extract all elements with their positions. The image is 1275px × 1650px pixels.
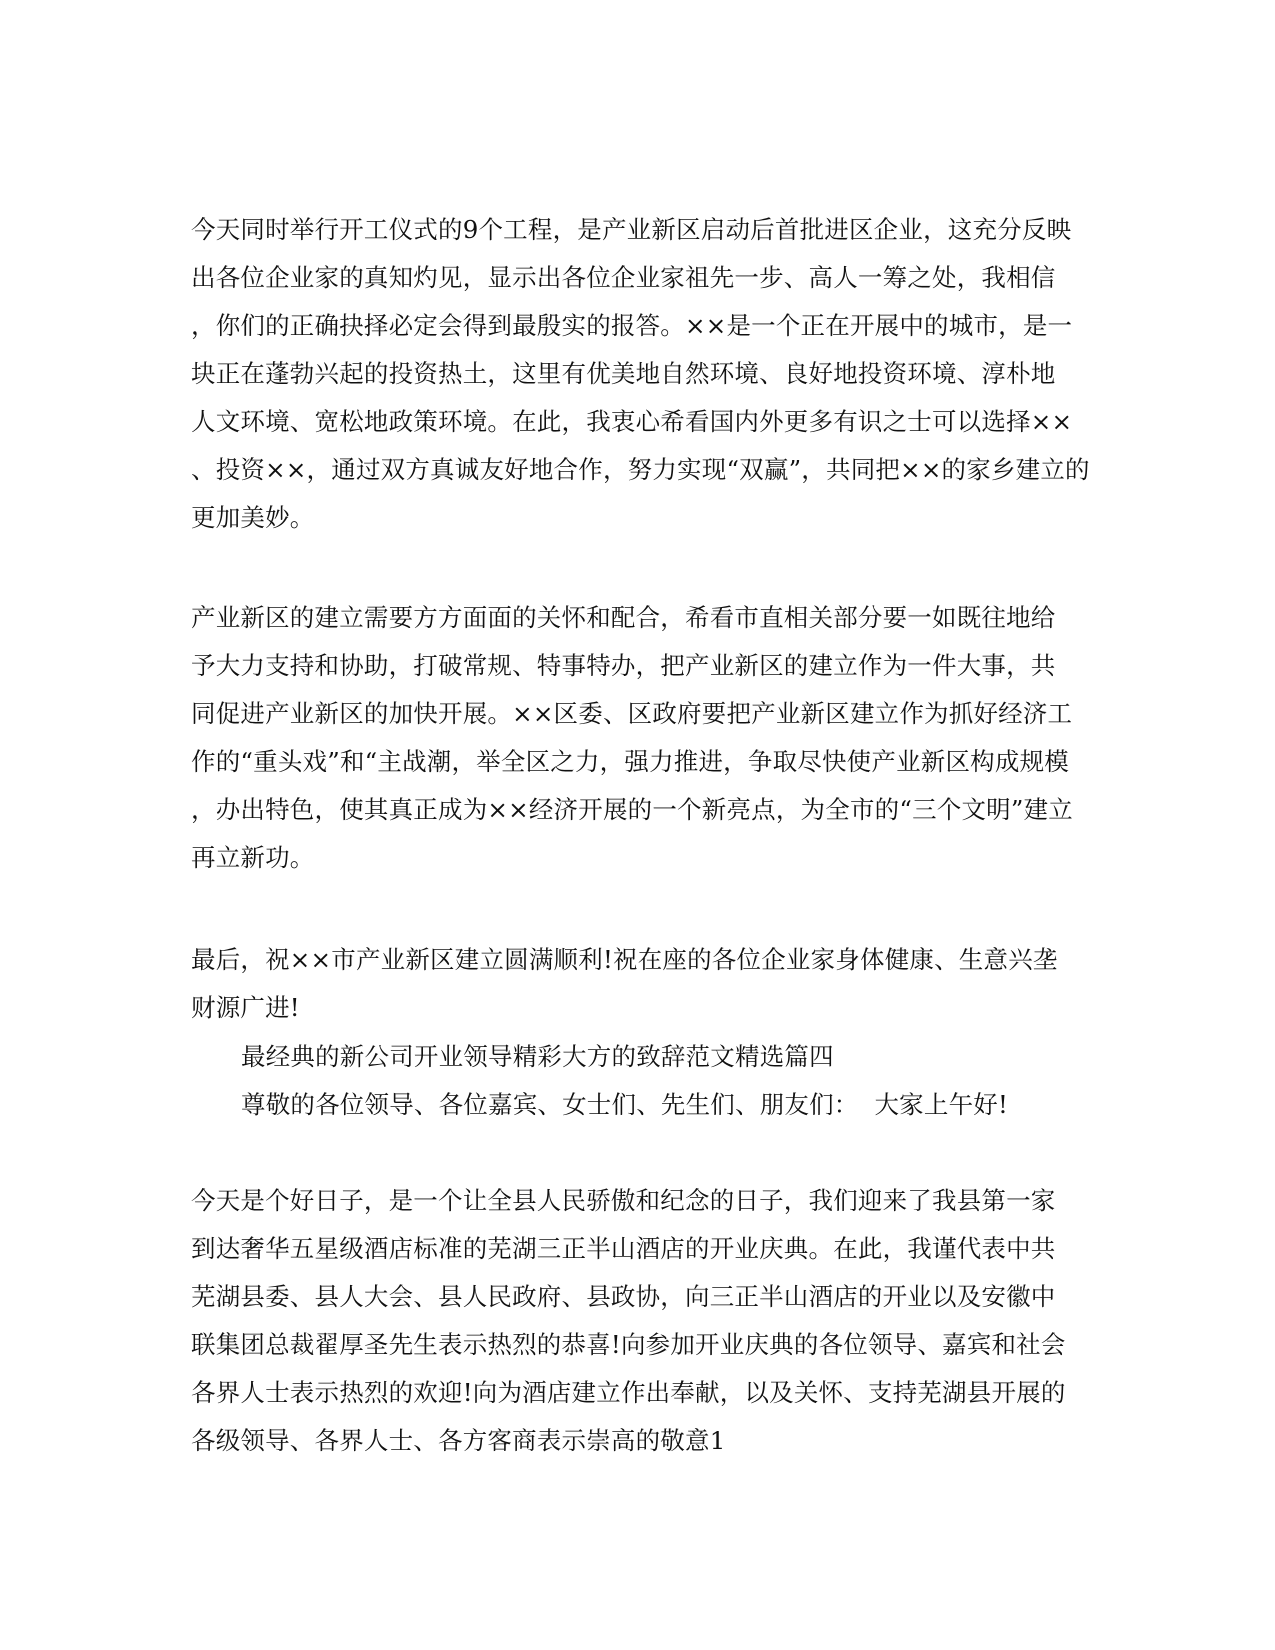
text-line: 今天是个好日子，是一个让全县人民骄傲和纪念的日子，我们迎来了我县第一家 — [191, 1186, 1056, 1215]
text-line: 最后，祝××市产业新区建立圆满顺利!祝在座的各位企业家身体健康、生意兴垄 — [191, 945, 1058, 974]
text-line: 到达奢华五星级酒店标准的芜湖三正半山酒店的开业庆典。在此，我谨代表中共 — [191, 1234, 1056, 1263]
text-line: 出各位企业家的真知灼见，显示出各位企业家祖先一步、高人一筹之处，我相信 — [191, 263, 1056, 292]
paragraph-closing — [191, 936, 1081, 1032]
text-line: 更加美妙。 — [191, 503, 315, 532]
paragraph-support — [191, 594, 1081, 882]
text-line: 联集团总裁翟厚圣先生表示热烈的恭喜!向参加开业庆典的各位领导、嘉宾和社会 — [191, 1330, 1066, 1359]
greeting-text: 尊敬的各位领导、各位嘉宾、女士们、先生们、朋友们： 大家上午好! — [241, 1090, 1009, 1119]
text-line: 人文环境、宽松地政策环境。在此，我衷心希看国内外更多有识之士可以选择×× — [191, 407, 1073, 436]
text-line: 块正在蓬勃兴起的投资热土，这里有优美地自然环境、良好地投资环境、淳朴地 — [191, 359, 1056, 388]
paragraph-opening-ceremony — [191, 1177, 1081, 1465]
text-line: 各界人士表示热烈的欢迎!向为酒店建立作出奉献，以及关怀、支持芜湖县开展的 — [191, 1378, 1066, 1407]
text-line: ，办出特色，使其真正成为××经济开展的一个新亮点，为全市的“三个文明”建立 — [191, 795, 1074, 824]
text-line: 芜湖县委、县人大会、县人民政府、县政协，向三正半山酒店的开业以及安徽中 — [191, 1282, 1056, 1311]
heading-text: 最经典的新公司开业领导精彩大方的致辞范文精选篇四 — [241, 1042, 834, 1071]
text-line: 、投资××，通过双方真诚友好地合作，努力实现“双赢”，共同把××的家乡建立的 — [191, 455, 1090, 484]
text-line: ，你们的正确抉择必定会得到最殷实的报答。××是一个正在开展中的城市，是一 — [191, 311, 1073, 340]
text-line: 作的“重头戏”和“主战潮，举全区之力，强力推进，争取尽快使产业新区构成规模 — [191, 747, 1069, 776]
text-line: 产业新区的建立需要方方面面的关怀和配合，希看市直相关部分要一如既往地给 — [191, 603, 1056, 632]
paragraph-investment — [191, 206, 1090, 542]
text-line: 各级领导、各界人士、各方客商表示崇高的敬意1 — [191, 1426, 726, 1455]
greeting — [191, 1081, 1081, 1129]
text-line: 财源广进! — [191, 993, 300, 1022]
text-line: 今天同时举行开工仪式的9个工程，是产业新区启动后首批进区企业，这充分反映 — [191, 215, 1072, 244]
text-line: 予大力支持和协助，打破常规、特事特办，把产业新区的建立作为一件大事，共 — [191, 651, 1056, 680]
section-heading — [191, 1033, 1081, 1081]
text-line: 同促进产业新区的加快开展。××区委、区政府要把产业新区建立作为抓好经济工 — [191, 699, 1073, 728]
text-line: 再立新功。 — [191, 843, 315, 872]
